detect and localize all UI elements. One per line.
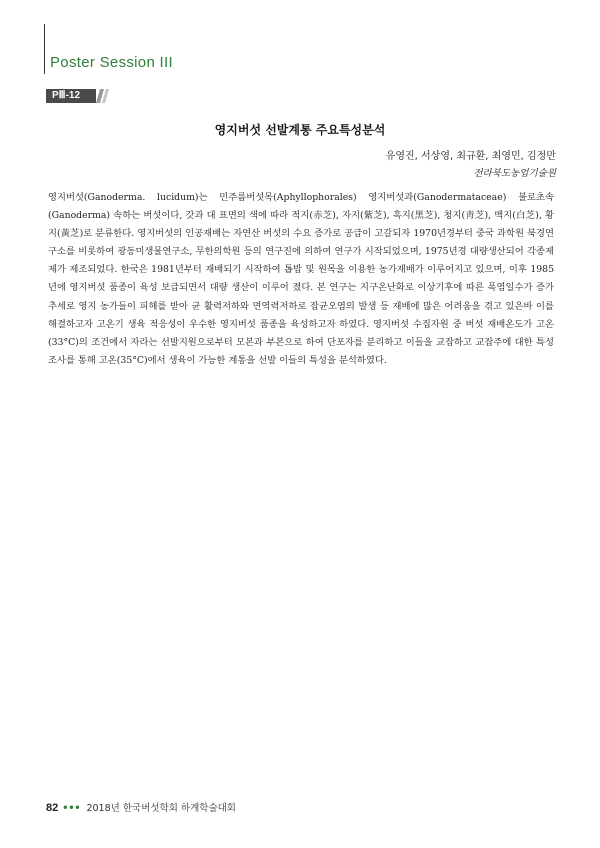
page-footer (46, 800, 236, 814)
header-vertical-rule (44, 24, 45, 74)
paper-abstract: 영지버섯(Ganoderma. lucidum)는 민주름버섯목(Aphyllophorales) 영지버섯과(Ganodermataceae) 불로초속(Ganoderma) 속하는 버섯이다, 갓과 대 표면의 색에 따라 적지(赤芝), 자지(紫芝), 흑지(黑芝), 청지(靑芝), 백지(白芝), 황지(黃芝)로 분류한다. 영지버섯의 인공재배는 자연산 버섯의 수요 증가로 공급이 고갈되자 1970년경부터 중국 과학원 북경연구소를 비롯하여 광동미생물연구소, 무한의학원 등의 연구진에 의하여 연구가 시작되었으며, 1975년경 대량생산되어 각종제제가 제조되었다. 한국은 1981년부터 재배되기 시작하여 톱밥 및 원목을 이용한 농가재배가 이루어지고 있으며, 이후 1985년에 영지버섯 품종이 육성 보급되면서 대량 생산이 이루어 졌다. 본 연구는 지구온난화로 이상기후에 따른 폭염일수가 증가 추세로 영지 농가들이 피해를 받아 균 활력저하와 면역력저하로 잡균오염의 발생 등 재배에 많은 어려움을 겪고 있은바 이를 해결하고자 고온기 생육 적응성이 우수한 영지버섯 품종을 육성하고자 하였다. 영지버섯 수집자원 중 버섯 재배온도가 고온(33°C)의 조건에서 자라는 선발지원으로부터 모본과 부본으로 하여 단포자를 분리하고 이들을 교잡하고 교잡주에 대한 특성조사를 통해 고온(35°C)에서 생육이 가능한 계통을 선발 이들의 특성을 분석하였다. (48, 192, 554, 366)
section-title: Poster Session III (50, 54, 173, 71)
poster-code-badge: PⅢ-12 (46, 89, 96, 103)
badge-slash-decoration (96, 89, 110, 103)
paper-affiliation: 전라북도농업기술원 (473, 168, 556, 179)
conference-name: 2018년 한국버섯학회 하계학술대회 (86, 803, 236, 814)
footer-dots: ••• (62, 803, 81, 814)
paper-title: 영지버섯 선발계통 주요특성분석 (214, 123, 386, 137)
paper-authors: 유영진, 서상영, 최규환, 최영민, 김정만 (385, 151, 556, 162)
page-number: 82 (46, 802, 59, 814)
